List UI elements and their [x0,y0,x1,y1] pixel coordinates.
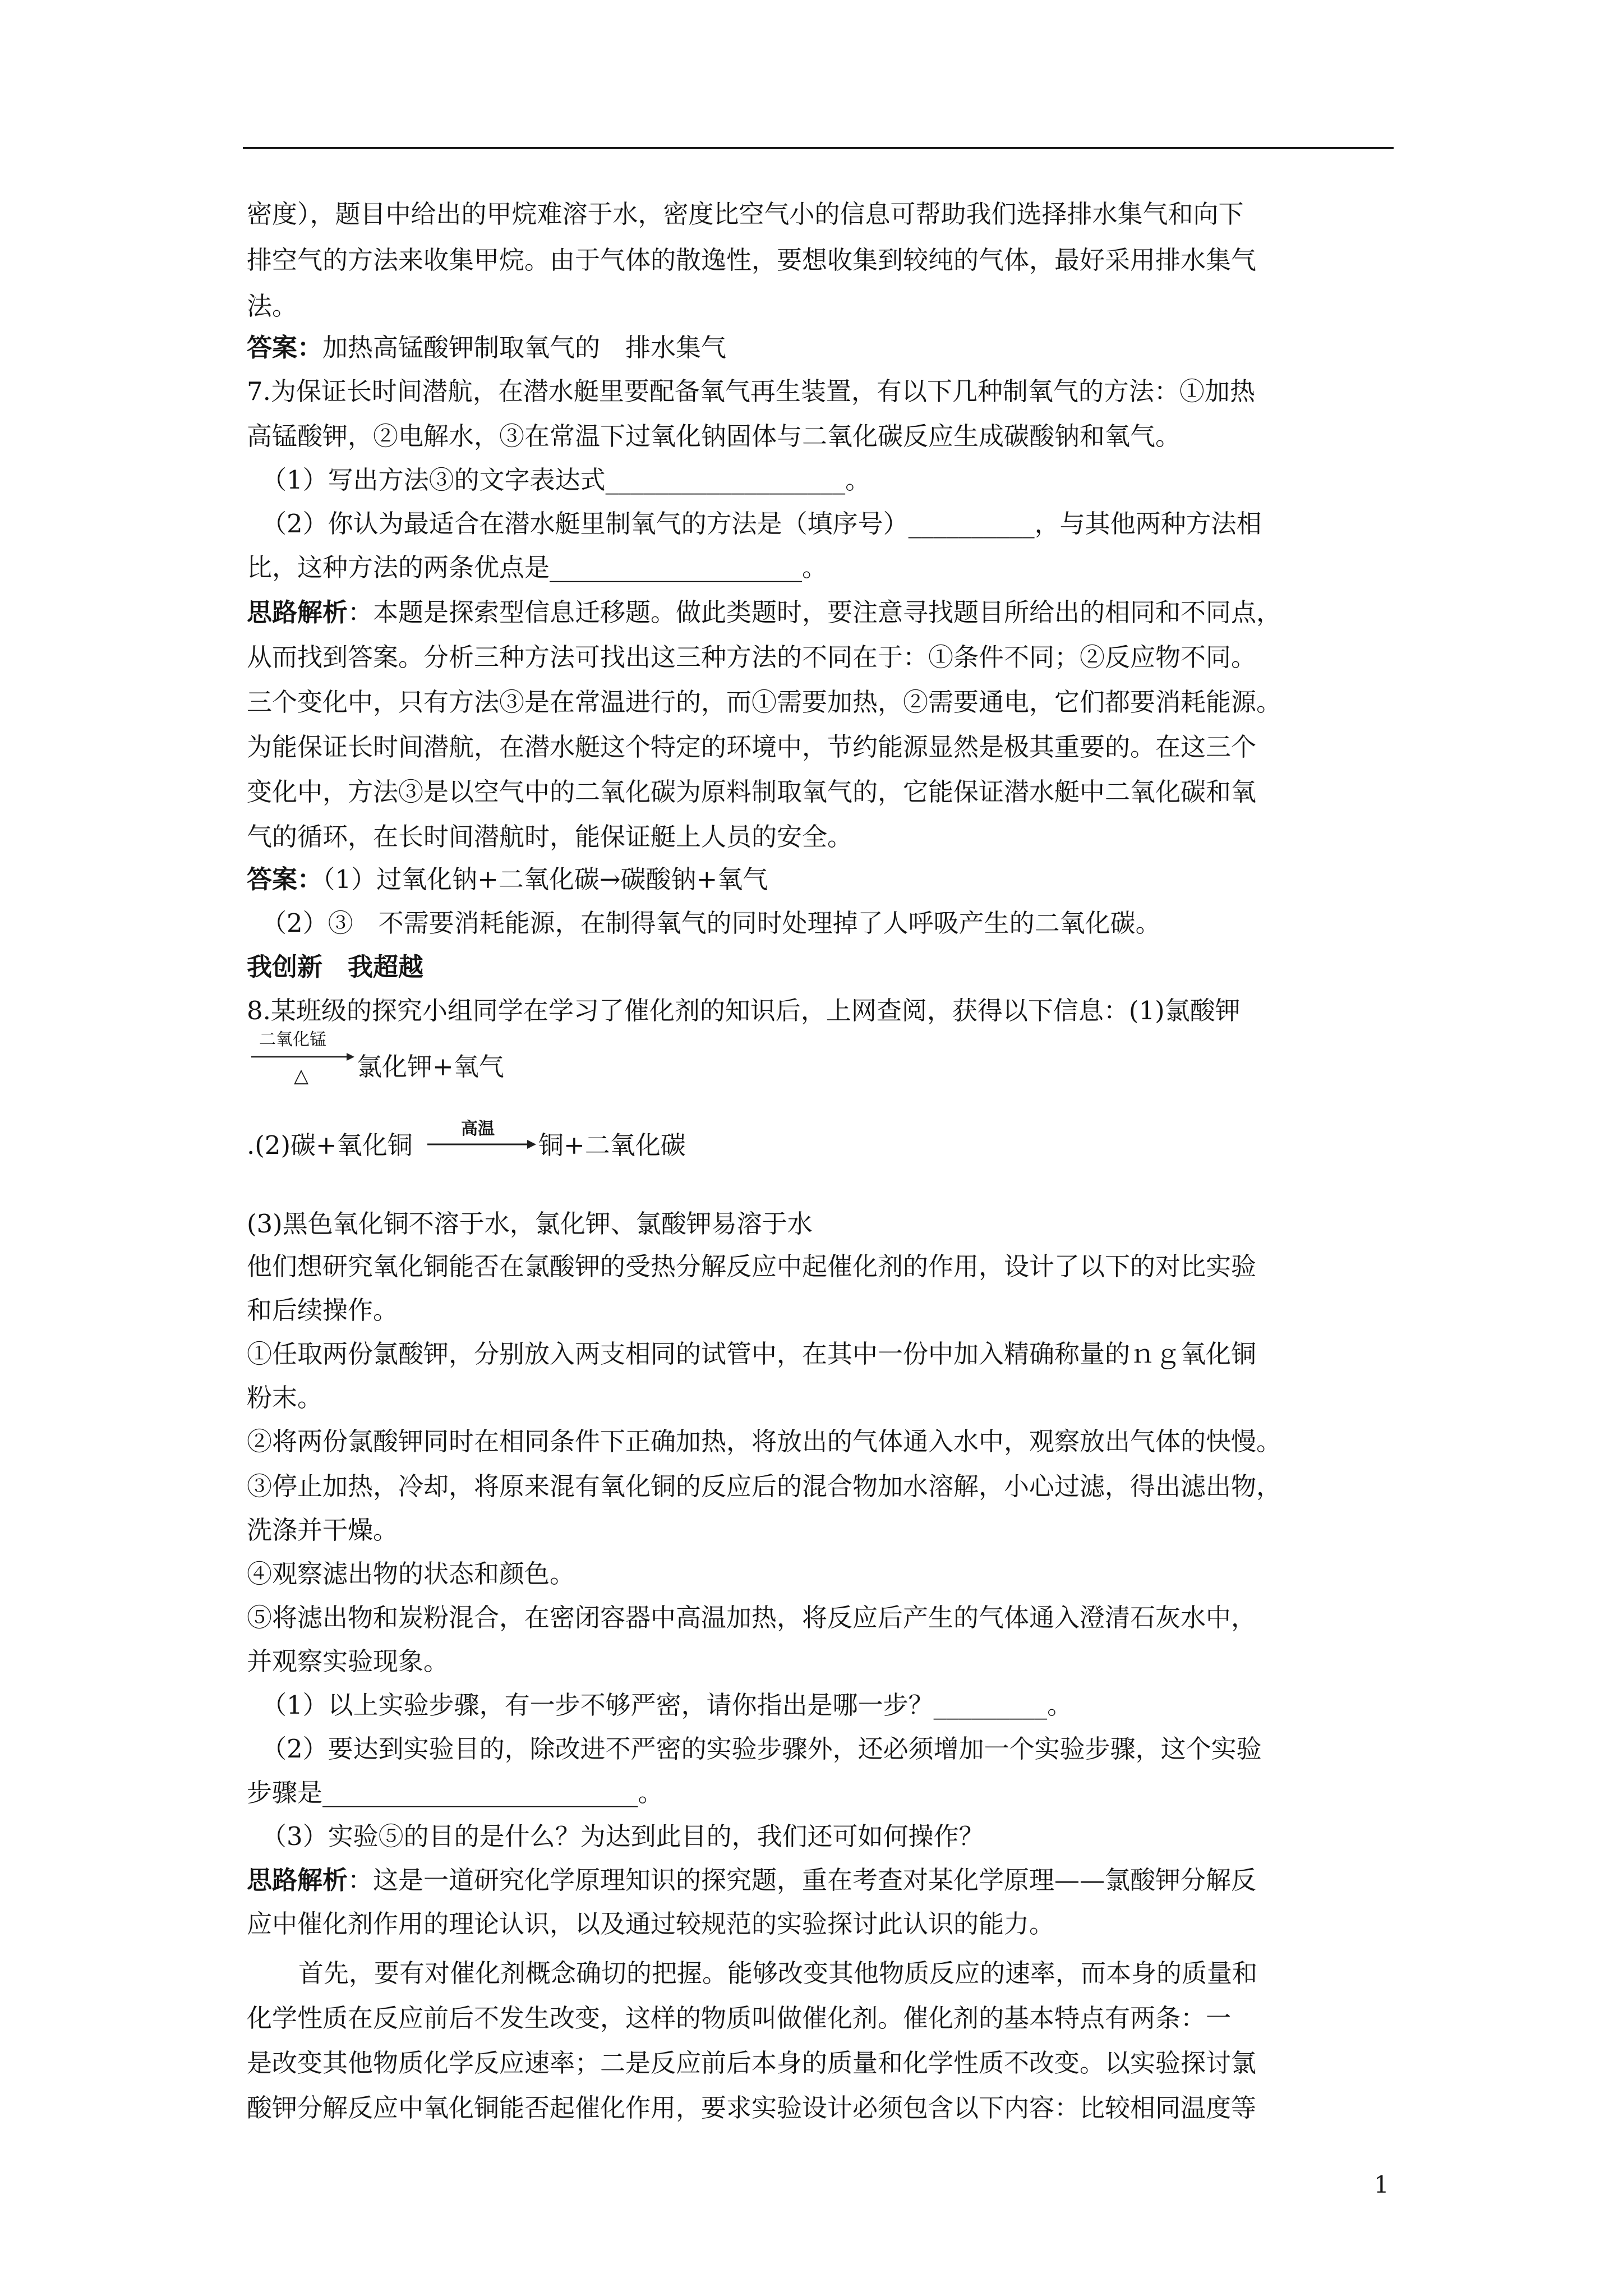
analysis-line: 应中催化剂作用的理论认识，以及通过较规范的实验探讨此认识的能力。 [247,1909,1055,1939]
text-line: 法。 [247,291,298,321]
analysis-text: ：本题是探索型信息迁移题。做此类题时，要注意寻找题目所给出的相同和不同点， [348,597,1282,627]
equation-2-products: 铜+二氧化碳 [538,1130,686,1160]
step-4: ④观察滤出物的状态和颜色。 [247,1559,575,1589]
page-number: 1 [1374,2171,1389,2198]
step-3: ③停止加热，冷却，将原来混有氧化铜的反应后的混合物加水溶解，小心过滤，得出滤出物， [247,1471,1282,1501]
step-5: ⑤将滤出物和炭粉混合，在密闭容器中高温加热，将反应后产生的气体通入澄清石灰水中， [247,1603,1257,1632]
answer-label: 答案： [247,864,323,894]
header-rule [243,147,1394,149]
analysis-line: 化学性质在反应前后不发生改变，这样的物质叫做催化剂。催化剂的基本特点有两条：一 [247,2003,1232,2033]
reaction-arrow-icon [250,1051,357,1062]
question-7-sub-1: （1）写出方法③的文字表达式___________________。 [261,465,871,495]
step-2: ②将两份氯酸钾同时在相同条件下正确加热，将放出的气体通入水中，观察放出气体的快慢。 [247,1427,1282,1456]
section-heading: 我创新 我超越 [247,952,424,982]
question-8-line: 和后续操作。 [247,1295,399,1325]
question-7-line: 比，这种方法的两条优点是____________________。 [247,553,828,582]
question-7-line: 高锰酸钾，②电解水，③在常温下过氧化钠固体与二氧化碳反应生成碳酸钠和氧气。 [247,421,1181,451]
answer-line-7 [247,863,768,896]
analysis-text: ：这是一道研究化学原理知识的探究题，重在考查对某化学原理——氯酸钾分解反 [348,1865,1257,1895]
analysis-line: 是改变其他物质化学反应速率；二是反应前后本身的质量和化学性质不改变。以实验探讨氯 [247,2048,1257,2078]
question-8-line: (3)黑色氧化铜不溶于水，氯化钾、氯酸钾易溶于水 [247,1209,813,1239]
answer-text: 加热高锰酸钾制取氧气的 排水集气 [322,333,727,362]
analysis-line-8 [247,1864,1256,1897]
answer-text: （1）过氧化钠+二氧化碳→碳酸钠+氧气 [322,864,768,894]
question-8-sub-2-cont: 步骤是_________________________。 [247,1778,663,1807]
answer-label: 答案： [247,333,323,362]
analysis-line: 酸钾分解反应中氧化铜能否起催化作用，要求实验设计必须包含以下内容：比较相同温度等 [247,2093,1257,2123]
analysis-line: 气的循环，在长时间潜航时，能保证艇上人员的安全。 [247,822,853,852]
question-8-sub-1: （1）以上实验步骤，有一步不够严密，请你指出是哪一步？_________。 [261,1690,1073,1720]
question-8-line: 他们想研究氧化铜能否在氯酸钾的受热分解反应中起催化剂的作用，设计了以下的对比实验 [247,1251,1257,1281]
question-7-sub-2: （2）你认为最适合在潜水艇里制氧气的方法是（填序号）__________，与其他两种方法相 [261,509,1262,539]
heat-symbol: △ [294,1065,309,1087]
analysis-label: 思路解析 [247,597,348,627]
analysis-line: 为能保证长时间潜航，在潜水艇这个特定的环境中，节约能源显然是极其重要的。在这三个 [247,732,1257,762]
equation-2-arrow [426,1120,538,1153]
analysis-line: 三个变化中，只有方法③是在常温进行的，而①需要加热，②需要通电，它们都要消耗能源。 [247,687,1282,717]
answer-line-6 [247,331,726,365]
analysis-label: 思路解析 [247,1865,348,1895]
step-1: ①任取两份氯酸钾，分别放入两支相同的试管中，在其中一份中加入精确称量的ｎｇ氧化铜 [247,1339,1257,1369]
step-3-cont: 洗涤并干燥。 [247,1515,399,1545]
analysis-line: 从而找到答案。分析三种方法可找出这三种方法的不同在于：①条件不同；②反应物不同。 [247,642,1257,672]
text-line: 排空气的方法来收集甲烷。由于气体的散逸性，要想收集到较纯的气体，最好采用排水集气 [247,245,1257,275]
question-8-line: 8.某班级的探究小组同学在学习了催化剂的知识后，上网查阅，获得以下信息：(1)氯酸钾 [247,996,1241,1025]
catalyst-label: 二氧化锰 [259,1030,326,1050]
analysis-paragraph-start: 首先，要有对催化剂概念确切的把握。能够改变其他物质反应的速率，而本身的质量和 [298,1958,1258,1988]
text-line: 密度），题目中给出的甲烷难溶于水，密度比空气小的信息可帮助我们选择排水集气和向下 [247,199,1244,229]
analysis-line: 变化中，方法③是以空气中的二氧化碳为原料制取氧气的，它能保证潜水艇中二氧化碳和氧 [247,777,1257,807]
equation-1-products: 氯化钾+氧气 [357,1052,504,1082]
step-1-cont: 粉末。 [247,1383,323,1412]
equation-2-reactants: .(2)碳+氧化铜 [247,1130,413,1160]
analysis-line-7 [247,596,1281,629]
question-8-sub-2: （2）要达到实验目的，除改进不严密的实验步骤外，还必须增加一个实验步骤，这个实验 [261,1734,1262,1764]
equation-1-arrow [250,1030,357,1092]
question-8-sub-3: （3）实验⑤的目的是什么？为达到此目的，我们还可如何操作？ [261,1821,984,1851]
condition-label: 高温 [461,1119,495,1139]
answer-line: （2）③ 不需要消耗能源，在制得氧气的同时处理掉了人呼吸产生的二氧化碳。 [261,908,1161,938]
step-5-cont: 并观察实验现象。 [247,1646,449,1676]
reaction-arrow-icon [426,1139,538,1150]
question-7-line: 7.为保证长时间潜航，在潜水艇里要配备氧气再生装置，有以下几种制氧气的方法：①加热 [247,376,1255,406]
